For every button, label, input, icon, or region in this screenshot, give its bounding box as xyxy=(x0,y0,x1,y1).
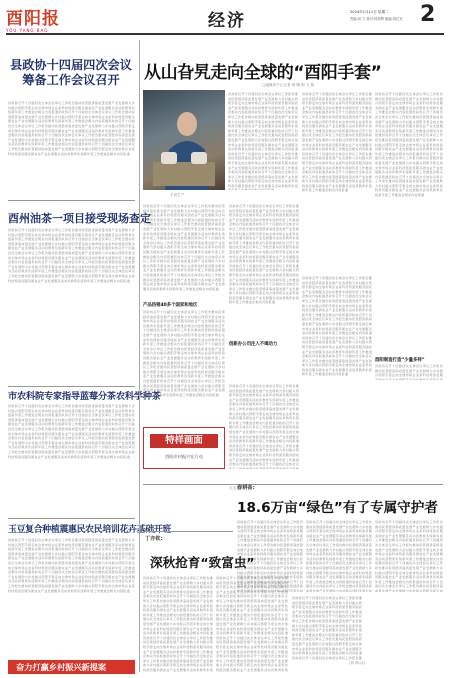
issue-meta: 责编:刘 力 校对:杨再辉 版编:刘红豆 xyxy=(350,17,403,21)
logo xyxy=(6,4,64,33)
article-body-academy xyxy=(8,404,135,512)
story3-col-2 xyxy=(216,576,288,672)
section-label: 经济 xyxy=(208,11,246,31)
main-photo xyxy=(143,90,225,190)
masthead-rule xyxy=(6,33,444,35)
story3-col-3 xyxy=(292,596,362,660)
subhead-export: 产品热销40多个国家和地区 xyxy=(143,303,198,308)
promo-banner-text: 奋力打赢乡村振兴新提案 xyxy=(16,662,107,672)
story2-col-3 xyxy=(375,520,443,592)
article-body-training xyxy=(8,538,135,656)
main-col-4b xyxy=(375,364,443,380)
photo-caption: 手套生产 xyxy=(170,193,185,197)
page-number: 2 xyxy=(420,2,436,27)
main-col-5 xyxy=(229,384,299,469)
main-headline: 从山旮旯走向全球的“酉阳手套” xyxy=(144,63,382,83)
article-body-cppcc xyxy=(8,101,135,221)
main-col-3b xyxy=(302,276,372,376)
story2-kicker: 春耕备: xyxy=(237,485,255,491)
main-byline: □融媒体中心记者 杨 腾 阿 飞 陈 xyxy=(262,83,315,87)
masthead xyxy=(0,0,450,36)
main-col-4 xyxy=(375,92,443,354)
subhead-innovation: 创新办公司注入不竭动力 xyxy=(229,342,278,347)
sidebar-box xyxy=(143,427,225,469)
promo-banner xyxy=(8,660,135,674)
article-title-training: 玉豆复合种植震惠民农民培训花卉基础开班 xyxy=(8,525,171,535)
story3-col-1 xyxy=(143,576,213,672)
main-col-2 xyxy=(229,204,299,378)
main-kicker: 走出去 xyxy=(229,486,240,490)
article-body-oiltea xyxy=(8,228,135,378)
story3-headline: 深秋抢育“致富虫” xyxy=(150,555,255,570)
photo-figure xyxy=(143,90,225,190)
main-col-3 xyxy=(302,92,372,272)
sidebar-title: 特样画面 xyxy=(150,434,218,448)
logo-sub: YOU YANG BAO xyxy=(6,28,49,33)
article-title-cppcc: 县政协十四届四次会议 筹备工作会议召开 xyxy=(10,58,132,87)
article-title-oiltea: 酉州油茶一项目接受现场查定 xyxy=(8,212,151,225)
story2-headline: 18.6万亩“绿色”有了专属守护者 xyxy=(237,500,438,516)
story3-kicker: 丁亦钦: xyxy=(145,536,163,542)
issue-date: 2024年1月11日 星期二 xyxy=(350,10,389,14)
story3-end: (刘 杨:诗) xyxy=(349,661,365,665)
subhead-made: 酉阳制造打造“少量多样” xyxy=(375,358,425,363)
sidebar-subtitle: 酉阳乡村振兴在行动 xyxy=(165,454,203,459)
article-title-academy: 市农科院专家指导蓝莓分茶农科学种茶 xyxy=(8,391,161,402)
logo-text: 酉阳报 xyxy=(6,9,60,29)
main-intro xyxy=(228,92,298,190)
main-col-1b xyxy=(143,310,225,424)
story2-col-2 xyxy=(306,520,372,592)
main-col-1 xyxy=(143,204,225,300)
